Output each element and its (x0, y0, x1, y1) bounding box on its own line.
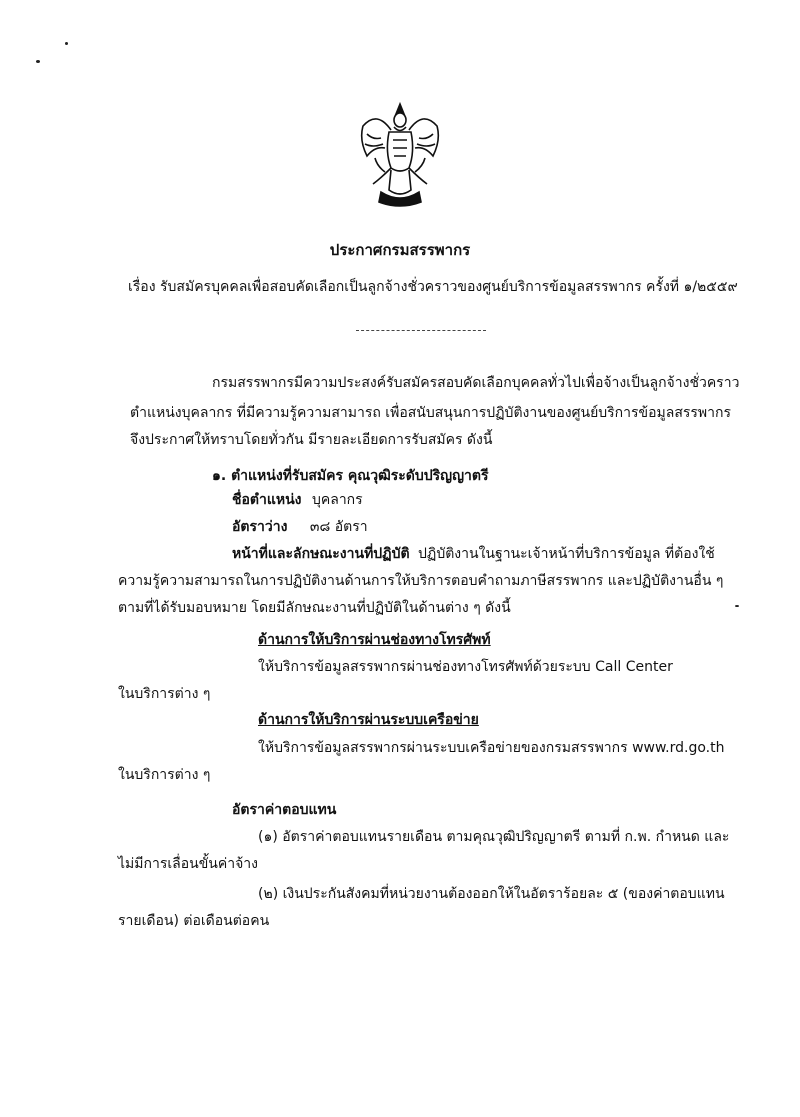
compensation-item-1-cont: ไม่มีการเลื่อนขั้นค่าจ้าง (118, 856, 258, 872)
subject-label: เรื่อง (128, 279, 156, 295)
phone-service-heading: ด้านการให้บริการผ่านช่องทางโทรศัพท์ (258, 632, 491, 648)
intro-line-3: จึงประกาศให้ทราบโดยทั่วกัน มีรายละเอียดการรับสมัคร ดังนี้ (130, 432, 493, 448)
position-row (232, 490, 363, 510)
position-label: ชื่อตำแหน่ง (232, 492, 302, 508)
network-service-line-2: ในบริการต่าง ๆ (118, 767, 211, 783)
subject-text: รับสมัครบุคคลเพื่อสอบคัดเลือกเป็นลูกจ้างชั่วคราวของศูนย์บริการข้อมูลสรรพากร ครั้งที่ ๑/๒๕๕๙ (160, 279, 738, 295)
subject-line (128, 277, 738, 297)
intro-line-2: ตำแหน่งบุคลากร ที่มีความรู้ความสามารถ เพื่อสนับสนุนการปฏิบัติงานของศูนย์บริการข้อมูลสรรพากร (130, 405, 731, 421)
duties-row (232, 544, 715, 564)
compensation-item-1: (๑) อัตราค่าตอบแทนรายเดือน ตามคุณวุฒิปริญญาตรี ตามที่ ก.พ. กำหนด และ (258, 829, 730, 845)
vacancy-value: ๓๘ อัตรา (309, 519, 368, 535)
compensation-item-2-cont: รายเดือน) ต่อเดือนต่อคน (118, 913, 270, 929)
vacancy-row (232, 517, 368, 537)
position-value: บุคลากร (311, 492, 363, 508)
phone-service-line-2: ในบริการต่าง ๆ (118, 686, 211, 702)
title-divider (356, 330, 486, 331)
duties-line-3: ตามที่ได้รับมอบหมาย โดยมีลักษณะงานที่ปฏิบัติในด้านต่าง ๆ ดังนี้ (118, 600, 511, 616)
section1-heading: ๑. ตำแหน่งที่รับสมัคร คุณวุฒิระดับปริญญาตรี (212, 468, 489, 484)
duties-text: ปฏิบัติงานในฐานะเจ้าหน้าที่บริการข้อมูล ที่ต้องใช้ (418, 546, 715, 562)
scan-speck (735, 605, 739, 607)
compensation-item-2: (๒) เงินประกันสังคมที่หน่วยงานต้องออกให้ในอัตราร้อยละ ๕ (ของค่าตอบแทน (258, 886, 725, 902)
intro-line-1: กรมสรรพากรมีความประสงค์รับสมัครสอบคัดเลือกบุคคลทั่วไปเพื่อจ้างเป็นลูกจ้างชั่วคราว (212, 375, 740, 391)
phone-service-line-1: ให้บริการข้อมูลสรรพากรผ่านช่องทางโทรศัพท์ด้วยระบบ Call Center (258, 659, 673, 675)
network-service-line-1: ให้บริการข้อมูลสรรพากรผ่านระบบเครือข่ายของกรมสรรพากร www.rd.go.th (258, 740, 725, 756)
document-title: ประกาศกรมสรรพากร (329, 241, 471, 259)
vacancy-label: อัตราว่าง (232, 519, 288, 535)
duties-line-2: ความรู้ความสามารถในการปฏิบัติงานด้านการให้บริการตอบคำถามภาษีสรรพากร และปฏิบัติงานอื่น ๆ (118, 573, 724, 589)
compensation-heading: อัตราค่าตอบแทน (232, 802, 337, 818)
scan-speck (65, 42, 68, 45)
garuda-emblem-icon (355, 100, 445, 210)
network-service-heading: ด้านการให้บริการผ่านระบบเครือข่าย (258, 712, 479, 728)
duties-label: หน้าที่และลักษณะงานที่ปฏิบัติ (232, 546, 410, 562)
scan-speck (36, 60, 40, 63)
